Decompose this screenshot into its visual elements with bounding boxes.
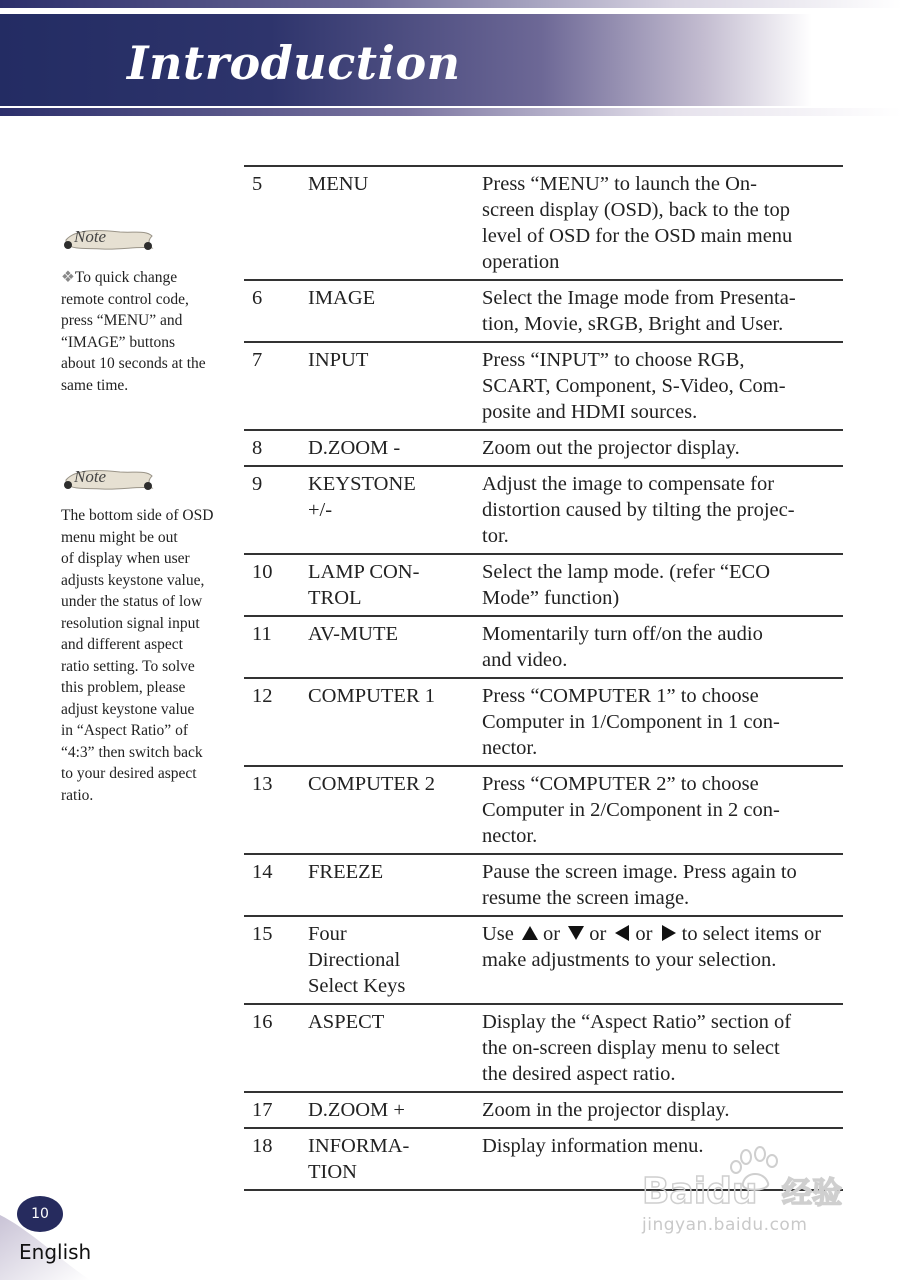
row-number: 7 [252, 349, 263, 371]
triangle-left-icon [613, 925, 631, 941]
key-description: Momentarily turn off/on the audio and video. [482, 623, 763, 671]
key-description: Press “COMPUTER 1” to choose Computer in 1/Component in 1 con- nector. [482, 685, 780, 759]
key-name: COMPUTER 1 [308, 685, 436, 707]
key-name: FREEZE [308, 861, 384, 883]
key-name: IMAGE [308, 287, 376, 309]
row-number: 9 [252, 473, 263, 495]
key-description: Pause the screen image. Press again to resume the screen image. [482, 861, 797, 909]
table-row [244, 430, 843, 466]
remote-keys-table [244, 165, 843, 1191]
table-row [244, 766, 843, 854]
key-name: MENU [308, 173, 369, 195]
key-name: INPUT [308, 349, 369, 371]
row-number: 16 [252, 1011, 273, 1033]
table-row [244, 854, 843, 916]
key-name: COMPUTER 2 [308, 773, 436, 795]
table-row [244, 1092, 843, 1128]
table-row [244, 916, 843, 1004]
page-number: 10 [17, 1196, 63, 1232]
page-title: Introduction [127, 36, 461, 90]
row-number: 17 [252, 1099, 273, 1121]
key-description: Select the lamp mode. (refer “ECO Mode” function) [482, 561, 771, 609]
table-row [244, 678, 843, 766]
top-accent-line [0, 0, 902, 8]
watermark-brand: Baidu [642, 1171, 758, 1212]
row-number: 8 [252, 437, 263, 459]
key-name: D.ZOOM + [308, 1099, 405, 1121]
key-description: Press “COMPUTER 2” to choose Computer in 2/Component in 2 con- nector. [482, 773, 780, 847]
language-label: English [19, 1240, 92, 1264]
note-badge-icon [62, 224, 154, 254]
row-number: 11 [252, 623, 272, 645]
key-name: KEYSTONE +/- [308, 473, 416, 521]
key-description: Press “MENU” to launch the On- screen display (OSD), back to the top level of OSD for the OSD main menu operation [482, 173, 793, 273]
note-body-1: To quick change remote control code, press “MENU” and “IMAGE” buttons about 10 seconds at the same time. [61, 269, 206, 394]
key-description: Zoom in the projector display. [482, 1099, 730, 1121]
table-row [244, 616, 843, 678]
table-row [244, 166, 843, 280]
key-description: Select the Image mode from Presenta- tion, Movie, sRGB, Bright and User. [482, 287, 796, 335]
table-row [244, 466, 843, 554]
row-number: 10 [252, 561, 273, 583]
key-description: Display information menu. [482, 1135, 704, 1157]
row-number: 12 [252, 685, 273, 707]
key-description: Display the “Aspect Ratio” section of the on-screen display menu to select the desired aspect ratio. [482, 1011, 792, 1085]
key-name: D.ZOOM - [308, 437, 401, 459]
row-number: 15 [252, 923, 273, 945]
note-badge-icon [62, 464, 154, 494]
key-description: Adjust the image to compensate for distortion caused by tilting the projec- tor. [482, 473, 795, 547]
watermark-brand-cn: 经验 [782, 1176, 842, 1211]
table-row [244, 280, 843, 342]
row-number: 14 [252, 861, 273, 883]
row-number: 13 [252, 773, 273, 795]
watermark-url: jingyan.baidu.com [642, 1215, 808, 1235]
key-name: Four Directional Select Keys [308, 923, 406, 997]
key-name: AV-MUTE [308, 623, 398, 645]
table-row [244, 1004, 843, 1092]
row-number: 5 [252, 173, 263, 195]
header-underline [0, 108, 902, 116]
key-description: Press “INPUT” to choose RGB, SCART, Component, S-Video, Com- posite and HDMI sources. [482, 349, 786, 423]
key-name: ASPECT [308, 1011, 385, 1033]
key-description: Use or or or to select items or make adjustments to your selection. [482, 923, 822, 971]
key-description: Zoom out the projector display. [482, 437, 740, 459]
key-name: INFORMA- TION [308, 1135, 410, 1183]
table-row [244, 554, 843, 616]
note-badge-label: Note [74, 467, 107, 486]
triangle-up-icon [521, 925, 539, 941]
note-badge-label: Note [74, 227, 107, 246]
key-name: LAMP CON- TROL [308, 561, 420, 609]
triangle-down-icon [567, 925, 585, 941]
row-number: 18 [252, 1135, 273, 1157]
row-number: 6 [252, 287, 263, 309]
note-bullet-icon: ❖ [61, 269, 75, 286]
triangle-right-icon [660, 925, 678, 941]
table-row [244, 342, 843, 430]
note-body-2: The bottom side of OSD menu might be out of display when user adjusts keystone value, under the status of low resolution signal input and different aspect ratio setting. To solve this problem, please adjust keystone value in “Aspect Ratio” of “4:3” then switch back to your desired aspect ratio. [61, 507, 214, 804]
note-text-1 [61, 267, 245, 396]
